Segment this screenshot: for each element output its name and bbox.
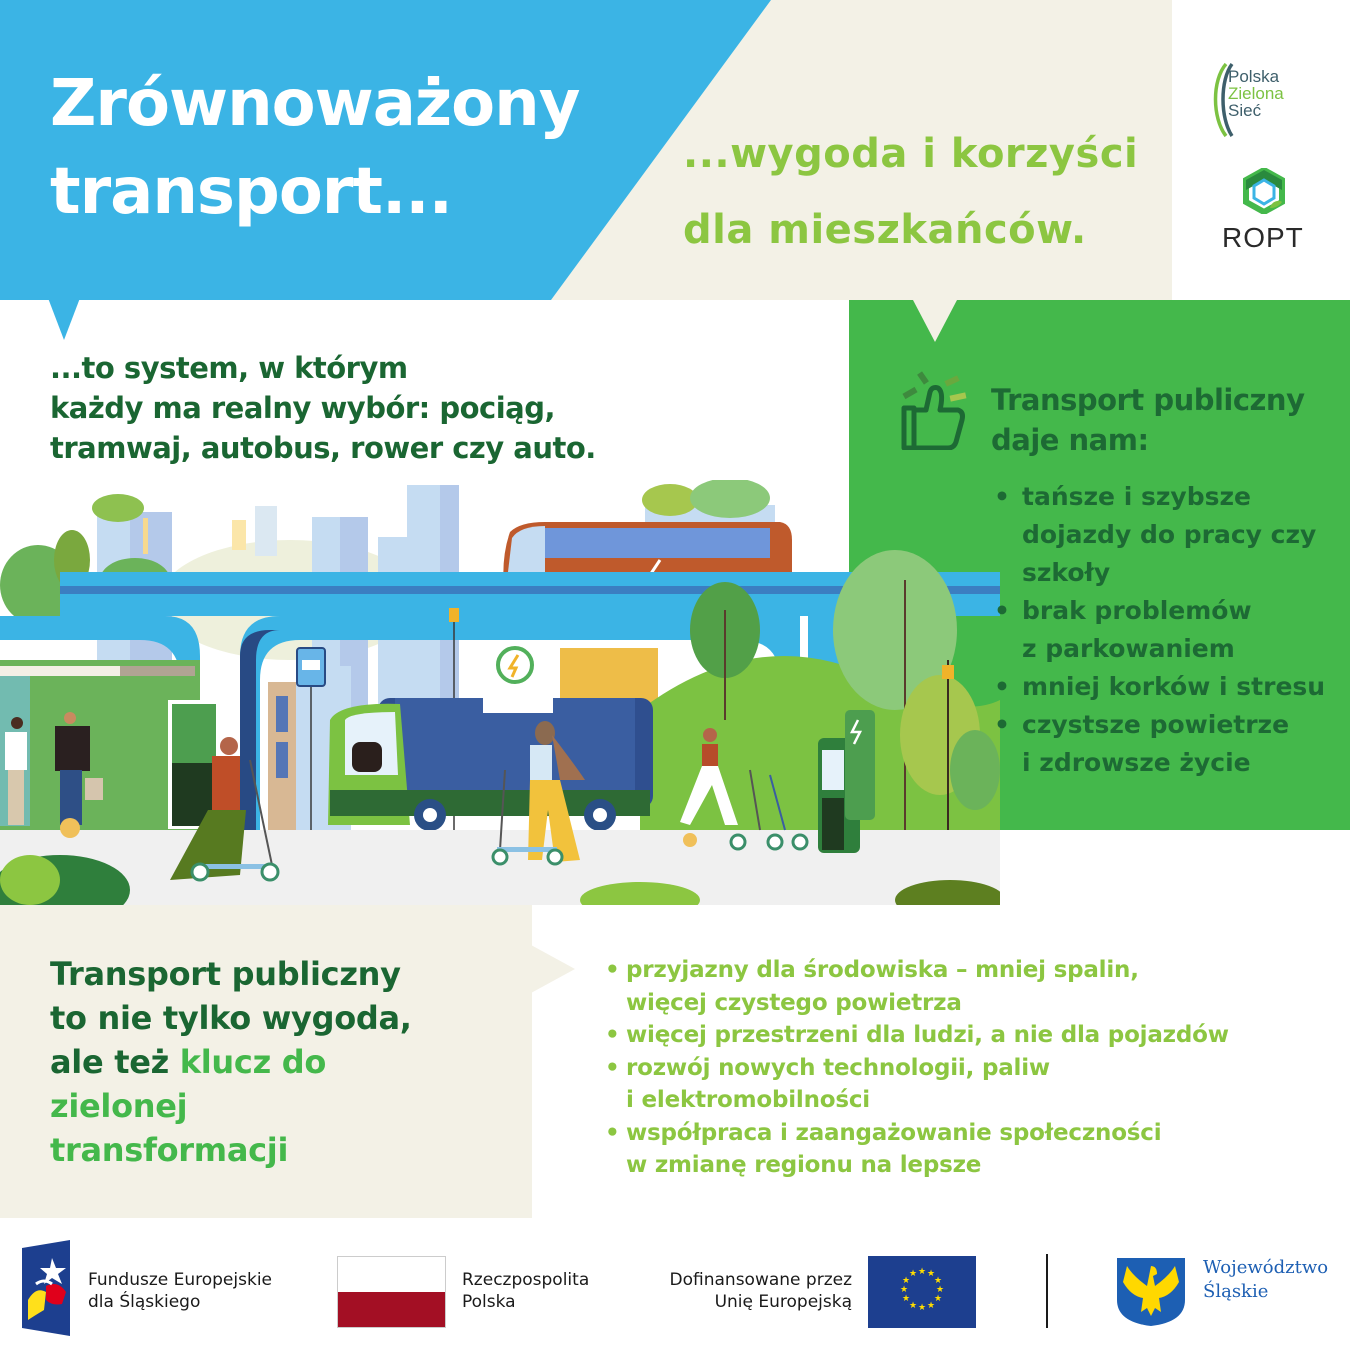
bottom-heading bbox=[50, 952, 412, 1172]
eu-line: Dofinansowane przez bbox=[669, 1270, 852, 1290]
heading-line bbox=[50, 1040, 412, 1084]
rp-line: Rzeczpospolita bbox=[462, 1270, 590, 1290]
intro-line: każdy ma realny wybór: pociąg, bbox=[50, 391, 556, 425]
ws-label bbox=[1203, 1256, 1328, 1304]
fundusze-europejskie-icon bbox=[22, 1240, 72, 1336]
intro-line: tramwaj, autobus, rower czy auto. bbox=[50, 431, 596, 465]
pzs-line: Polska bbox=[1228, 67, 1280, 86]
silesia-coat-of-arms-icon bbox=[1115, 1256, 1187, 1328]
item-line: • rozwój nowych technologii, paliw bbox=[626, 1054, 1050, 1081]
rp-label bbox=[462, 1269, 589, 1313]
list-item bbox=[605, 1019, 1229, 1052]
poland-flag-icon bbox=[337, 1256, 446, 1328]
item-line: dojazdy do pracy czy bbox=[1022, 520, 1317, 549]
speech-pointer bbox=[48, 298, 80, 340]
svg-text:★: ★ bbox=[926, 1269, 936, 1279]
eu-line: Unię Europejską bbox=[714, 1292, 852, 1312]
heading-line: to nie tylko wygoda, bbox=[50, 999, 412, 1037]
pzs-line: Zielona bbox=[1228, 84, 1284, 103]
green-transformation-list bbox=[605, 954, 1229, 1182]
pzs-line: Sieć bbox=[1228, 101, 1262, 120]
heading-text: ale też bbox=[50, 1043, 180, 1081]
svg-text:★: ★ bbox=[899, 1285, 909, 1295]
page-subtitle bbox=[683, 116, 1138, 268]
title-line: Zrównoważony bbox=[50, 67, 580, 141]
svg-text:★: ★ bbox=[926, 1301, 936, 1311]
ws-line: Województwo bbox=[1203, 1257, 1329, 1278]
item-line: • brak problemów bbox=[1022, 596, 1252, 625]
panel-notch bbox=[913, 300, 957, 342]
list-item bbox=[605, 1052, 1229, 1117]
fe-line: Fundusze Europejskie bbox=[88, 1270, 272, 1290]
fe-line: dla Śląskiego bbox=[88, 1292, 201, 1312]
rp-line: Polska bbox=[462, 1292, 516, 1312]
item-line: • więcej przestrzeni dla ludzi, a nie dla pojazdów bbox=[626, 1022, 1229, 1048]
intro-text bbox=[50, 348, 596, 468]
title-line: Transport publiczny bbox=[991, 383, 1305, 417]
svg-text:★: ★ bbox=[901, 1276, 911, 1286]
svg-text:★: ★ bbox=[933, 1294, 943, 1304]
list-item bbox=[992, 592, 1325, 668]
title-line: daje nam: bbox=[991, 423, 1149, 457]
list-item bbox=[992, 478, 1325, 592]
list-item bbox=[992, 706, 1325, 782]
heading-highlight: zielonej bbox=[50, 1087, 188, 1125]
heading-highlight: transformacji bbox=[50, 1131, 289, 1169]
item-line: i zdrowsze życie bbox=[1022, 748, 1251, 777]
eu-flag-icon bbox=[868, 1256, 976, 1328]
subtitle-line: dla mieszkańców. bbox=[683, 207, 1087, 253]
item-line: • mniej korków i stresu bbox=[1022, 672, 1326, 701]
list-item bbox=[605, 954, 1229, 1019]
footer-divider bbox=[1046, 1254, 1048, 1328]
polska-zielona-siec-logo bbox=[1210, 60, 1330, 140]
list-item bbox=[605, 1117, 1229, 1182]
svg-text:★: ★ bbox=[917, 1303, 927, 1313]
page-title bbox=[50, 60, 579, 236]
title-line: transport... bbox=[50, 155, 452, 229]
item-line: z parkowaniem bbox=[1022, 634, 1235, 663]
svg-text:★: ★ bbox=[908, 1301, 918, 1311]
item-line: • tańsze i szybsze bbox=[1022, 482, 1251, 511]
thumbs-up-icon bbox=[900, 370, 970, 450]
svg-text:★: ★ bbox=[901, 1294, 911, 1304]
svg-text:★: ★ bbox=[908, 1269, 918, 1279]
svg-text:★: ★ bbox=[933, 1276, 943, 1286]
benefits-list bbox=[992, 478, 1325, 782]
item-line: • czystsze powietrze bbox=[1022, 710, 1290, 739]
intro-line: ...to system, w którym bbox=[50, 351, 408, 385]
svg-text:★: ★ bbox=[917, 1267, 927, 1277]
heading-line: Transport publiczny bbox=[50, 955, 401, 993]
footer-logos bbox=[0, 1218, 1350, 1350]
list-item bbox=[992, 668, 1325, 706]
item-line: • współpraca i zaangażowanie społeczności bbox=[626, 1119, 1162, 1146]
eu-label bbox=[640, 1269, 852, 1313]
item-line: szkoły bbox=[1022, 558, 1111, 587]
pzs-wordmark bbox=[1228, 68, 1284, 119]
item-line: i elektromobilności bbox=[626, 1087, 870, 1113]
item-line: w zmianę regionu na lepsze bbox=[626, 1152, 982, 1178]
fe-label bbox=[88, 1269, 272, 1313]
svg-text:★: ★ bbox=[935, 1285, 945, 1295]
callout-pointer bbox=[531, 945, 575, 993]
ws-line: Śląskie bbox=[1203, 1281, 1269, 1302]
ropt-hexagon-icon bbox=[1242, 168, 1286, 214]
ropt-wordmark: ROPT bbox=[1222, 222, 1304, 253]
item-line: • przyjazny dla środowiska – mniej spalin, bbox=[626, 957, 1139, 983]
item-line: więcej czystego powietrza bbox=[626, 989, 962, 1016]
city-transport-illustration bbox=[0, 480, 1000, 905]
subtitle-line: ...wygoda i korzyści bbox=[683, 131, 1139, 177]
heading-highlight: klucz do bbox=[179, 1043, 327, 1081]
logo-column bbox=[1172, 0, 1350, 300]
benefits-title bbox=[991, 380, 1304, 460]
